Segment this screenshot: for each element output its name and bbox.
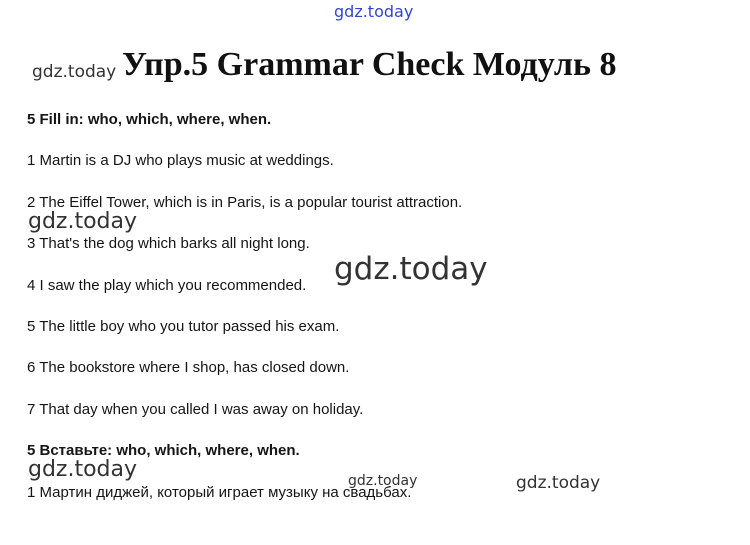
watermark-title-left: gdz.today (32, 62, 117, 82)
task-item: 3 That's the dog which barks all night long. (27, 235, 310, 252)
task-item: 2 The Eiffel Tower, which is in Paris, is a popular tourist attraction. (27, 194, 463, 211)
task-item: 6 The bookstore where I shop, has closed down. (27, 359, 350, 376)
watermark-top: gdz.today (334, 2, 414, 21)
task-item: 1 Martin is a DJ who plays music at weddings. (27, 152, 334, 169)
task-heading-en: 5 Fill in: who, which, where, when. (27, 111, 272, 128)
watermark-right: gdz.today (516, 473, 601, 493)
watermark-left-2: gdz.today (28, 457, 138, 482)
watermark-left-1: gdz.today (28, 209, 138, 234)
watermark-small: gdz.today (348, 473, 418, 489)
task-item: 4 I saw the play which you recommended. (27, 277, 307, 294)
watermark-center: gdz.today (334, 251, 488, 287)
page-title: Упр.5 Grammar Check Модуль 8 (122, 46, 617, 83)
task-heading-ru: 5 Вставьте: who, which, where, when. (27, 442, 300, 459)
task-item: 5 The little boy who you tutor passed his exam. (27, 318, 340, 335)
task-item: 7 That day when you called I was away on holiday. (27, 401, 364, 418)
task-item-ru: 1 Мартин диджей, который играет музыку на свадьбах. (27, 484, 412, 501)
